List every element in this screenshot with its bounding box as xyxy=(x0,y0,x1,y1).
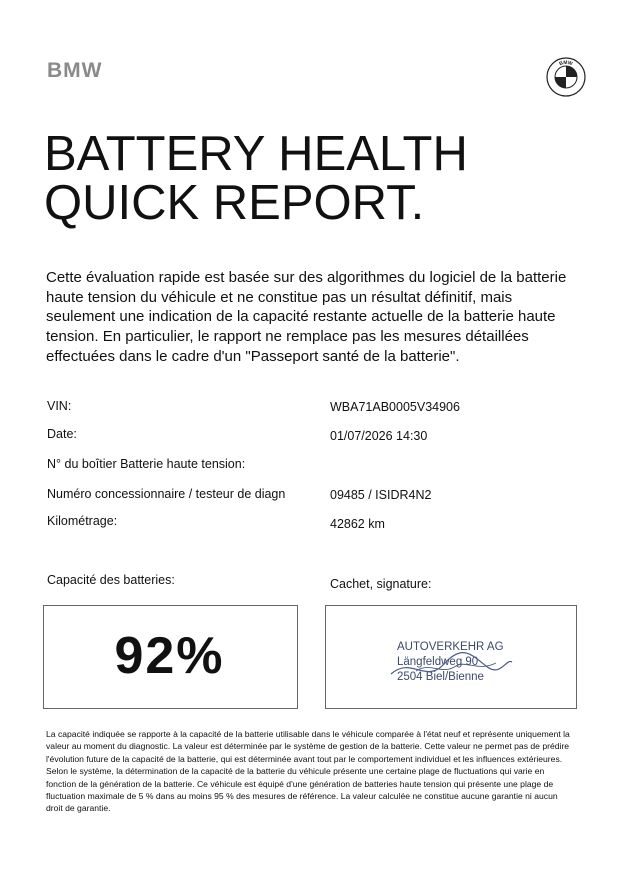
capacity-label: Capacité des batteries: xyxy=(47,573,175,587)
footnote-disclaimer: La capacité indiquée se rapporte à la capacité de la batterie utilisable dans le véhicule comparée à l'état neuf et représente uniquement la valeur au moment du diagnostic. La valeur est déterminée par le système de gestion de la batterie. Cette valeur ne permet pas de prédire l'évolution future de la capacité de la batterie, qui est déterminée avant tout par le comportement individuel et les influences extérieures. Selon le système, la détermination de la capacité de la batterie du véhicule présente une certaine plage de fluctuations qui varie en fonction de la génération de la batterie. Ce véhicule est équipé d'une génération de batteries haute tension qui présente une plage de fluctuation maximale de 5 % dans au moins 95 % des mesures de référence. La valeur calculée ne constitue aucune garantie ni aucun droit de garantie. xyxy=(46,729,570,814)
vin-label: VIN: xyxy=(47,399,72,413)
battery-box-number-label: N° du boîtier Batterie haute tension: xyxy=(47,457,246,471)
intro-paragraph: Cette évaluation rapide est basée sur des algorithmes du logiciel de la batterie haute tension du véhicule et ne constitue pas un résultat définitif, mais seulement une indication de la capacité restante actuelle de la batterie haute tension. En particulier, le rapport ne remplace pas les mesures détaillées effectuées dans le cadre d'un "Passeport santé de la batterie". xyxy=(46,269,567,365)
date-value: 01/07/2026 14:30 xyxy=(330,429,428,443)
title-line-1: BATTERY HEALTH xyxy=(44,127,468,181)
stamp-label: Cachet, signature: xyxy=(330,577,432,591)
capacity-box xyxy=(43,605,298,709)
stamp-line-3: 2504 Biel/Bienne xyxy=(397,671,484,683)
signature-scribble xyxy=(386,636,516,691)
mileage-value: 42862 km xyxy=(330,517,385,531)
mileage-label: Kilométrage: xyxy=(47,514,118,528)
stamp-line-2: Längfeldweg 90 xyxy=(397,656,479,668)
bmw-roundel-icon xyxy=(546,57,586,97)
date-label: Date: xyxy=(47,427,77,441)
report-title xyxy=(44,127,468,230)
capacity-value: 92% xyxy=(114,627,225,685)
logo-text: BMW xyxy=(558,59,574,68)
dealer-value: 09485 / ISIDR4N2 xyxy=(330,488,432,502)
dealer-label: Numéro concessionnaire / testeur de diagn xyxy=(47,487,286,501)
stamp-box xyxy=(325,605,577,709)
stamp-line-1: AUTOVERKEHR AG xyxy=(397,641,504,653)
title-line-2: QUICK REPORT. xyxy=(44,176,425,230)
brand-wordmark: BMW xyxy=(47,59,103,82)
vin-value: WBA71AB0005V34906 xyxy=(330,400,460,414)
